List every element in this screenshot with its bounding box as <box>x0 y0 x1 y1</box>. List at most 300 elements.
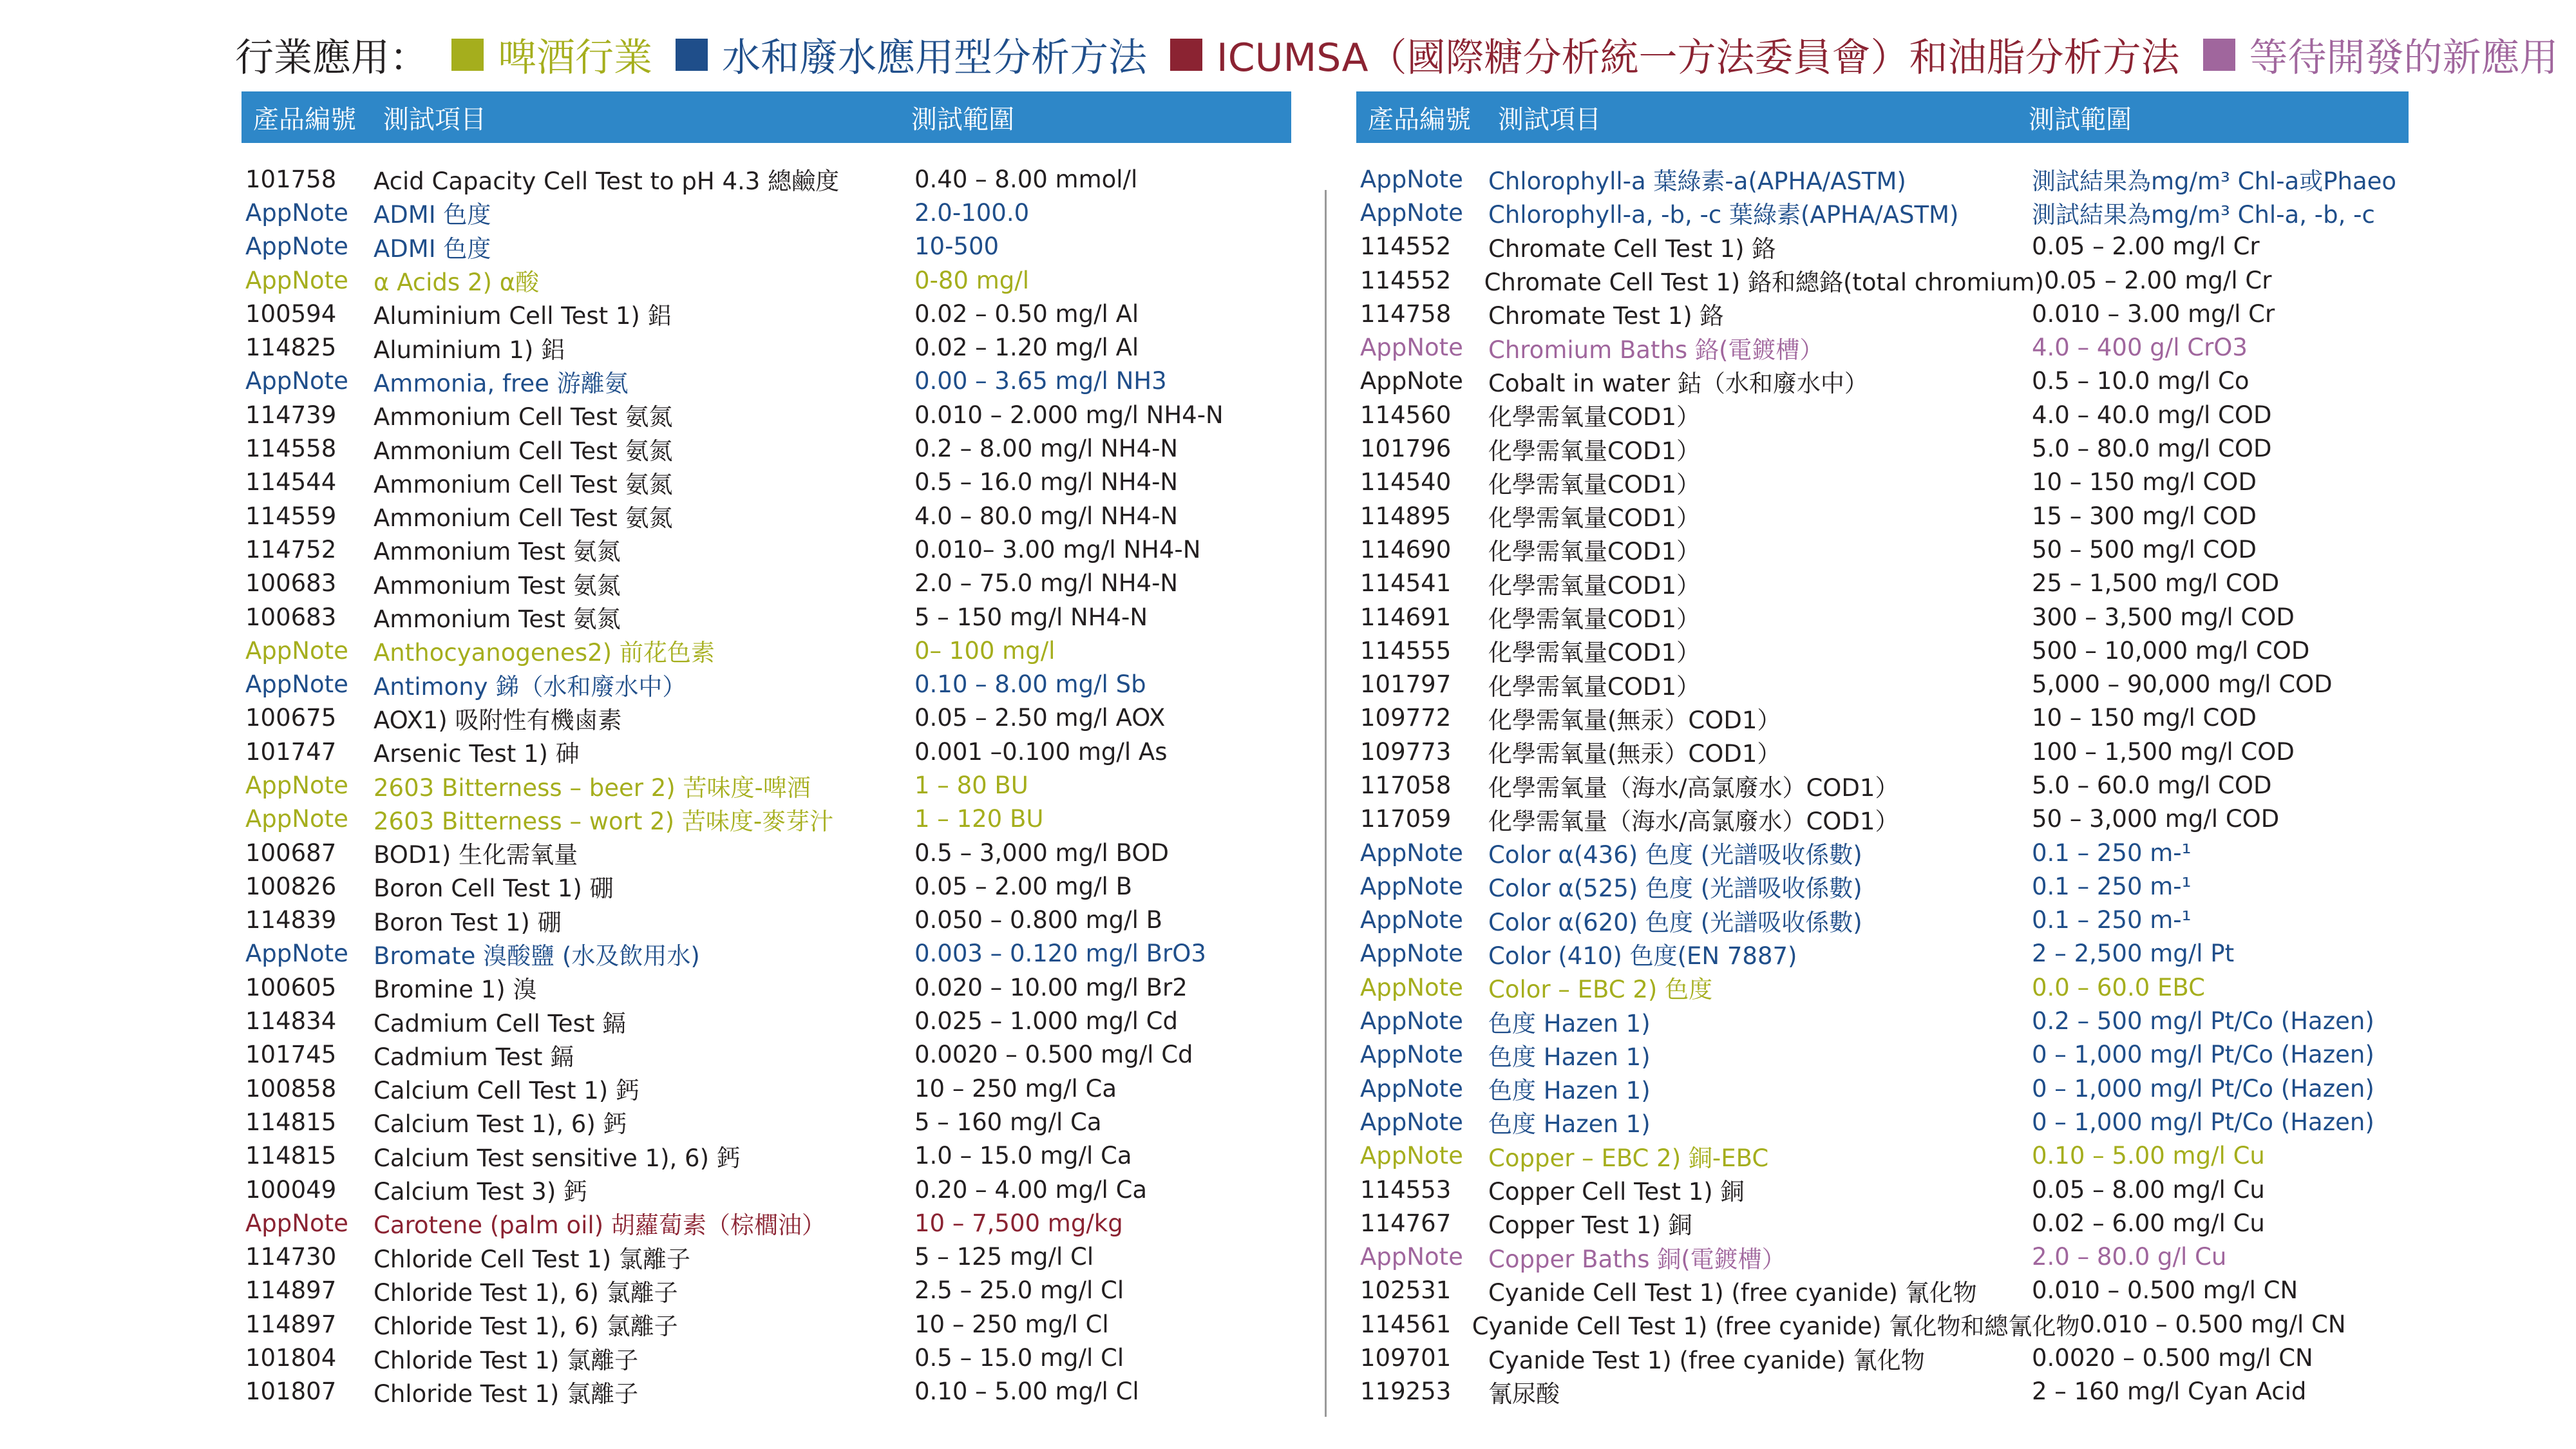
test-item: Chromium Baths 鉻(電鍍槽） <box>1488 336 1824 364</box>
table-row <box>242 533 1291 566</box>
test-range: 500 – 10,000 mg/l COD <box>2032 636 2310 665</box>
test-range: 0.050 – 0.800 mg/l B <box>914 906 1163 934</box>
test-range: 0.020 – 10.00 mg/l Br2 <box>914 973 1188 1001</box>
table-row <box>1356 667 2409 701</box>
test-range: 0.010 – 0.500 mg/l CN <box>2079 1310 2346 1338</box>
table-row <box>1356 735 2409 768</box>
table-row <box>242 1038 1291 1072</box>
test-range: 0 – 1,000 mg/l Pt/Co (Hazen) <box>2032 1074 2374 1103</box>
test-item: 化學需氧量COD1） <box>1488 403 1700 431</box>
product-code: AppNote <box>1360 367 1463 395</box>
test-range: 0.0020 – 0.500 mg/l CN <box>2032 1344 2313 1372</box>
table-row <box>1356 230 2409 263</box>
test-range: 0.0020 – 0.500 mg/l Cd <box>914 1041 1193 1069</box>
table-row <box>1356 196 2409 229</box>
test-item: Cyanide Cell Test 1) (free cyanide) 氰化物和總氰化物 <box>1472 1312 2080 1341</box>
test-range: 0.010 – 0.500 mg/l CN <box>2032 1276 2298 1305</box>
test-range: 5,000 – 90,000 mg/l COD <box>2032 670 2333 699</box>
test-range: 0.10 – 5.00 mg/l Cl <box>914 1378 1139 1406</box>
product-code: AppNote <box>1360 334 1463 362</box>
test-item: 化學需氧量(無汞）COD1） <box>1488 740 1781 768</box>
table-row <box>1356 162 2409 196</box>
product-code: 114767 <box>1360 1209 1452 1237</box>
test-range: 2.0 – 75.0 mg/l NH4-N <box>914 569 1179 598</box>
product-code: AppNote <box>1360 1243 1463 1271</box>
test-item: 化學需氧量COD1） <box>1488 437 1700 465</box>
test-item: Copper Baths 銅(電鍍槽） <box>1488 1245 1786 1273</box>
test-item: Chloride Test 1), 6) 氯離子 <box>374 1312 678 1341</box>
test-range: 0.010– 3.00 mg/l NH4-N <box>914 535 1201 564</box>
test-item: Calcium Test sensitive 1), 6) 鈣 <box>374 1144 741 1172</box>
header-range: 測試範圍 <box>911 104 1014 135</box>
test-item: Chloride Test 1) 氯離子 <box>374 1346 639 1374</box>
product-code: AppNote <box>1360 1041 1463 1069</box>
legend-swatch-water <box>676 39 708 71</box>
test-range: 0.5 – 3,000 mg/l BOD <box>914 838 1169 867</box>
test-item: Color α(620) 色度 (光譜吸收係數) <box>1488 908 1862 936</box>
test-item: Chloride Cell Test 1) 氯離子 <box>374 1245 690 1273</box>
table-row <box>242 1240 1291 1274</box>
product-code: 101745 <box>245 1041 337 1069</box>
right-table-rows <box>1356 162 2409 1408</box>
product-code: 100858 <box>245 1074 337 1103</box>
product-code: 100605 <box>245 973 337 1001</box>
product-code: 101807 <box>245 1378 337 1406</box>
test-range: 0.003 – 0.120 mg/l BrO3 <box>914 940 1206 968</box>
test-range: 0.025 – 1.000 mg/l Cd <box>914 1007 1178 1036</box>
table-row <box>1356 567 2409 600</box>
test-range: 0-80 mg/l <box>914 266 1030 294</box>
product-code: AppNote <box>1360 1108 1463 1136</box>
table-row <box>242 230 1291 263</box>
product-code: 109772 <box>1360 704 1452 732</box>
test-range: 2.0-100.0 <box>914 198 1030 227</box>
table-row <box>1356 1274 2409 1307</box>
test-item: Antimony 銻（水和廢水中） <box>374 672 687 701</box>
test-item: Cadmium Test 鎘 <box>374 1043 574 1071</box>
test-range: 0.1 – 250 m-¹ <box>2032 906 2192 934</box>
legend-label-water: 水和廢水應用型分析方法 <box>722 35 1147 80</box>
product-code: AppNote <box>245 232 348 261</box>
test-item: Chlorophyll-a, -b, -c 葉綠素(APHA/ASTM) <box>1488 201 1959 229</box>
product-code: 114561 <box>1360 1310 1452 1338</box>
test-item: Cadmium Cell Test 鎘 <box>374 1009 627 1037</box>
test-range: 0.40 – 8.00 mmol/l <box>914 165 1138 193</box>
table-row <box>242 330 1291 364</box>
test-range: 0.1 – 250 m-¹ <box>2032 872 2192 900</box>
test-item: 化學需氧量COD1） <box>1488 504 1700 533</box>
table-row <box>242 1206 1291 1240</box>
table-row <box>1356 836 2409 869</box>
test-range: 0.5 – 10.0 mg/l Co <box>2032 367 2249 395</box>
test-range: 0.001 –0.100 mg/l As <box>914 737 1168 766</box>
test-item: Color – EBC 2) 色度 <box>1488 976 1713 1004</box>
header-range: 測試範圍 <box>2029 104 2132 135</box>
test-range: 4.0 – 80.0 mg/l NH4-N <box>914 502 1179 530</box>
table-row <box>242 1004 1291 1037</box>
table-row <box>1356 263 2409 297</box>
test-item: 化學需氧量COD1） <box>1488 470 1700 498</box>
test-item: Chromate Cell Test 1) 鉻和總鉻(total chromium) <box>1484 269 2044 297</box>
test-item: Copper Test 1) 銅 <box>1488 1211 1692 1240</box>
table-row <box>242 365 1291 398</box>
test-item: Calcium Test 3) 鈣 <box>374 1178 588 1206</box>
product-code: 114752 <box>245 535 337 564</box>
test-item: Ammonium Cell Test 氨氮 <box>374 403 673 431</box>
test-range: 0.05 – 2.00 mg/l B <box>914 872 1132 900</box>
right-table <box>1356 91 2409 1408</box>
test-range: 100 – 1,500 mg/l COD <box>2032 737 2295 766</box>
test-item: Boron Test 1) 硼 <box>374 908 562 936</box>
product-code: AppNote <box>1360 940 1463 968</box>
test-range: 4.0 – 400 g/l CrO3 <box>2032 334 2248 362</box>
table-row <box>1356 1375 2409 1408</box>
product-code: AppNote <box>1360 872 1463 900</box>
test-range: 0.10 – 8.00 mg/l Sb <box>914 670 1146 699</box>
test-range: 25 – 1,500 mg/l COD <box>2032 569 2280 598</box>
table-row <box>1356 701 2409 735</box>
table-row <box>1356 768 2409 802</box>
product-code: AppNote <box>1360 1007 1463 1036</box>
test-item: Ammonium Cell Test 氨氮 <box>374 504 673 533</box>
product-code: AppNote <box>245 670 348 699</box>
left-table-rows <box>242 162 1291 1408</box>
test-item: 2603 Bitterness – beer 2) 苦味度-啤酒 <box>374 773 811 802</box>
product-code: 114555 <box>1360 636 1452 665</box>
table-row <box>242 768 1291 802</box>
test-item: Chloride Test 1), 6) 氯離子 <box>374 1278 678 1307</box>
test-range: 50 – 3,000 mg/l COD <box>2032 805 2280 833</box>
test-range: 4.0 – 40.0 mg/l COD <box>2032 401 2272 429</box>
product-code: 102531 <box>1360 1276 1452 1305</box>
product-code: 101796 <box>1360 435 1452 463</box>
test-item: 色度 Hazen 1) <box>1488 1077 1651 1105</box>
test-item: 氰尿酸 <box>1488 1379 1560 1408</box>
test-range: 測試結果為mg/m³ Chl-a, -b, -c <box>2032 201 2375 229</box>
product-code: 100687 <box>245 838 337 867</box>
test-item: 化學需氧量COD1） <box>1488 605 1700 634</box>
test-item: Cyanide Cell Test 1) (free cyanide) 氰化物 <box>1488 1278 1977 1307</box>
test-item: Cyanide Test 1) (free cyanide) 氰化物 <box>1488 1346 1925 1374</box>
product-code: 101747 <box>245 737 337 766</box>
header-item: 測試項目 <box>383 104 486 135</box>
test-range: 0.05 – 8.00 mg/l Cu <box>2032 1175 2265 1204</box>
test-item: 化學需氧量(無汞）COD1） <box>1488 706 1781 734</box>
product-code: AppNote <box>245 805 348 833</box>
test-item: Chloride Test 1) 氯離子 <box>374 1379 639 1408</box>
product-code: 114553 <box>1360 1175 1452 1204</box>
table-row <box>242 634 1291 667</box>
test-range: 2.5 – 25.0 mg/l Cl <box>914 1276 1124 1305</box>
legend-title: 行業應用： <box>235 35 428 80</box>
table-row <box>242 836 1291 869</box>
test-item: Ammonium Test 氨氮 <box>374 571 621 600</box>
table-row <box>1356 1105 2409 1139</box>
test-item: 色度 Hazen 1) <box>1488 1110 1651 1139</box>
test-item: ADMI 色度 <box>374 201 491 229</box>
test-range: 10 – 7,500 mg/kg <box>914 1209 1123 1237</box>
table-row <box>242 667 1291 701</box>
test-range: 0.10 – 5.00 mg/l Cu <box>2032 1142 2265 1170</box>
test-item: 化學需氧量COD1） <box>1488 639 1700 667</box>
legend-label-icumsa: ICUMSA（國際糖分析統一方法委員會）和油脂分析方法 <box>1217 35 2180 80</box>
table-row <box>242 701 1291 735</box>
test-range: 15 – 300 mg/l COD <box>2032 502 2257 530</box>
test-range: 2 – 2,500 mg/l Pt <box>2032 940 2235 968</box>
product-code: 114895 <box>1360 502 1452 530</box>
product-code: 114540 <box>1360 468 1452 497</box>
product-code: 114559 <box>245 502 337 530</box>
product-code: 101804 <box>245 1344 337 1372</box>
product-code: 114690 <box>1360 535 1452 564</box>
test-item: Chromate Test 1) 鉻 <box>1488 302 1724 330</box>
product-code: 100594 <box>245 299 337 328</box>
product-code: 114691 <box>1360 603 1452 631</box>
test-item: Acid Capacity Cell Test to pH 4.3 總鹼度 <box>374 167 840 196</box>
product-code: 100683 <box>245 569 337 598</box>
product-code: 114558 <box>245 435 337 463</box>
test-item: 化學需氧量COD1） <box>1488 538 1700 566</box>
product-code: AppNote <box>1360 198 1463 227</box>
test-range: 0 – 1,000 mg/l Pt/Co (Hazen) <box>2032 1108 2374 1136</box>
test-range: 10-500 <box>914 232 999 261</box>
table-row <box>1356 1341 2409 1374</box>
table-row <box>242 1341 1291 1374</box>
table-row <box>242 196 1291 229</box>
table-row <box>1356 904 2409 937</box>
table-row <box>1356 1307 2409 1341</box>
test-item: Bromate 溴酸鹽 (水及飲用水) <box>374 942 700 970</box>
test-item: AOX1) 吸附性有機鹵素 <box>374 706 622 734</box>
test-range: 1.0 – 15.0 mg/l Ca <box>914 1142 1132 1170</box>
table-row <box>1356 1173 2409 1206</box>
test-item: 化學需氧量COD1） <box>1488 571 1700 600</box>
product-code: 100826 <box>245 872 337 900</box>
test-item: Arsenic Test 1) 砷 <box>374 740 580 768</box>
test-range: 50 – 500 mg/l COD <box>2032 535 2257 564</box>
test-range: 1 – 80 BU <box>914 771 1028 799</box>
test-range: 0.5 – 16.0 mg/l NH4-N <box>914 468 1179 497</box>
test-range: 0.20 – 4.00 mg/l Ca <box>914 1175 1148 1204</box>
product-code: 114560 <box>1360 401 1452 429</box>
product-code: AppNote <box>245 940 348 968</box>
table-row <box>242 1072 1291 1105</box>
product-code: 114552 <box>1360 232 1452 261</box>
product-code: 114552 <box>1360 266 1452 294</box>
test-range: 10 – 250 mg/l Cl <box>914 1310 1109 1338</box>
table-row <box>242 971 1291 1004</box>
test-item: 化學需氧量（海水/高氯廢水）COD1） <box>1488 807 1899 835</box>
test-item: 2603 Bitterness – wort 2) 苦味度-麥芽汁 <box>374 807 834 835</box>
table-row <box>242 1375 1291 1408</box>
test-range: 0.2 – 8.00 mg/l NH4-N <box>914 435 1179 463</box>
header-item: 測試項目 <box>1498 104 1601 135</box>
test-range: 10 – 250 mg/l Ca <box>914 1074 1117 1103</box>
product-code: 114839 <box>245 906 337 934</box>
table-row <box>1356 600 2409 634</box>
product-code: 109701 <box>1360 1344 1452 1372</box>
test-item: 化學需氧量（海水/高氯廢水）COD1） <box>1488 773 1899 802</box>
header-code: 產品編號 <box>1368 104 1471 135</box>
test-range: 1 – 120 BU <box>914 805 1044 833</box>
table-row <box>242 1105 1291 1139</box>
product-code: 114815 <box>245 1142 337 1170</box>
test-item: Calcium Cell Test 1) 鈣 <box>374 1077 639 1105</box>
table-row <box>242 1139 1291 1173</box>
table-row <box>242 162 1291 196</box>
table-row <box>242 1173 1291 1206</box>
product-code: 100683 <box>245 603 337 631</box>
test-item: 色度 Hazen 1) <box>1488 1043 1651 1071</box>
legend-swatch-new <box>2203 39 2235 71</box>
test-item: Anthocyanogenes2) 前花色素 <box>374 639 715 667</box>
table-row <box>1356 499 2409 533</box>
product-code: 117058 <box>1360 771 1452 799</box>
test-item: Aluminium Cell Test 1) 鋁 <box>374 302 672 330</box>
table-row <box>242 398 1291 431</box>
category-legend <box>235 26 2566 84</box>
test-range: 5.0 – 80.0 mg/l COD <box>2032 435 2272 463</box>
test-range: 5 – 125 mg/l Cl <box>914 1243 1094 1271</box>
test-range: 0.02 – 0.50 mg/l Al <box>914 299 1139 328</box>
test-range: 0.1 – 250 m-¹ <box>2032 838 2192 867</box>
test-range: 5 – 160 mg/l Ca <box>914 1108 1102 1136</box>
product-code: AppNote <box>1360 1074 1463 1103</box>
left-table <box>242 91 1291 1408</box>
test-item: Ammonium Test 氨氮 <box>374 605 621 634</box>
test-item: Color α(436) 色度 (光譜吸收係數) <box>1488 841 1862 869</box>
test-range: 0.02 – 6.00 mg/l Cu <box>2032 1209 2265 1237</box>
product-code: AppNote <box>1360 165 1463 193</box>
table-row <box>242 431 1291 465</box>
test-range: 0.05 – 2.50 mg/l AOX <box>914 704 1166 732</box>
test-item: Ammonium Cell Test 氨氮 <box>374 437 673 465</box>
legend-label-new: 等待開發的新應用 <box>2249 35 2559 80</box>
product-code: 114544 <box>245 468 337 497</box>
test-range: 0.010 – 3.00 mg/l Cr <box>2032 299 2275 328</box>
test-range: 0.2 – 500 mg/l Pt/Co (Hazen) <box>2032 1007 2374 1036</box>
table-row <box>1356 431 2409 465</box>
table-row <box>242 937 1291 971</box>
product-code: 114739 <box>245 401 337 429</box>
product-code: 114758 <box>1360 299 1452 328</box>
test-range: 10 – 150 mg/l COD <box>2032 704 2257 732</box>
test-item: Copper Cell Test 1) 銅 <box>1488 1178 1745 1206</box>
test-range: 300 – 3,500 mg/l COD <box>2032 603 2295 631</box>
test-item: Aluminium 1) 鋁 <box>374 336 565 364</box>
test-range: 0– 100 mg/l <box>914 636 1056 665</box>
test-range: 10 – 150 mg/l COD <box>2032 468 2257 497</box>
product-code: AppNote <box>1360 838 1463 867</box>
table-header <box>242 91 1291 143</box>
test-range: 5.0 – 60.0 mg/l COD <box>2032 771 2272 799</box>
table-row <box>1356 1240 2409 1274</box>
product-code: 109773 <box>1360 737 1452 766</box>
table-row <box>242 297 1291 330</box>
table-row <box>1356 1004 2409 1037</box>
test-item: 色度 Hazen 1) <box>1488 1009 1651 1037</box>
test-item: Ammonium Test 氨氮 <box>374 538 621 566</box>
test-range: 0.0 – 60.0 EBC <box>2032 973 2205 1001</box>
test-range: 0 – 1,000 mg/l Pt/Co (Hazen) <box>2032 1041 2374 1069</box>
table-row <box>242 567 1291 600</box>
test-item: 化學需氧量COD1） <box>1488 672 1700 701</box>
test-range: 0.05 – 2.00 mg/l Cr <box>2032 232 2260 261</box>
test-item: Ammonia, free 游離氨 <box>374 369 629 397</box>
product-code: 119253 <box>1360 1378 1452 1406</box>
table-row <box>242 263 1291 297</box>
test-range: 測試結果為mg/m³ Chl-a或Phaeo <box>2032 167 2397 196</box>
product-code: 114730 <box>245 1243 337 1271</box>
product-code: AppNote <box>245 1209 348 1237</box>
table-row <box>1356 802 2409 836</box>
legend-label-beer: 啤酒行業 <box>498 35 652 80</box>
table-row <box>242 600 1291 634</box>
table-row <box>242 802 1291 836</box>
test-range: 2 – 160 mg/l Cyan Acid <box>2032 1378 2307 1406</box>
table-row <box>1356 330 2409 364</box>
legend-swatch-beer <box>451 39 484 71</box>
table-row <box>242 735 1291 768</box>
test-item: Ammonium Cell Test 氨氮 <box>374 470 673 498</box>
test-item: ADMI 色度 <box>374 234 491 263</box>
test-item: Carotene (palm oil) 胡蘿蔔素（棕櫚油） <box>374 1211 826 1240</box>
table-row <box>1356 1072 2409 1105</box>
table-row <box>1356 466 2409 499</box>
table-row <box>1356 1206 2409 1240</box>
test-item: α Acids 2) α酸 <box>374 269 540 297</box>
table-row <box>242 1307 1291 1341</box>
test-item: Color (410) 色度(EN 7887) <box>1488 942 1797 970</box>
product-code: 114834 <box>245 1007 337 1036</box>
product-code: 100049 <box>245 1175 337 1204</box>
product-code: AppNote <box>245 771 348 799</box>
product-code: 114897 <box>245 1276 337 1305</box>
product-code: AppNote <box>1360 973 1463 1001</box>
table-row <box>1356 533 2409 566</box>
table-row <box>1356 971 2409 1004</box>
product-code: 114815 <box>245 1108 337 1136</box>
test-item: Cobalt in water 鈷（水和廢水中） <box>1488 369 1868 397</box>
table-row <box>1356 869 2409 903</box>
table-row <box>242 869 1291 903</box>
test-item: Boron Cell Test 1) 硼 <box>374 875 614 903</box>
test-item: Copper – EBC 2) 銅-EBC <box>1488 1144 1769 1172</box>
product-code: AppNote <box>1360 1142 1463 1170</box>
product-code: 114541 <box>1360 569 1452 598</box>
product-code: 100675 <box>245 704 337 732</box>
product-code: 117059 <box>1360 805 1452 833</box>
product-code: AppNote <box>1360 906 1463 934</box>
product-code: AppNote <box>245 367 348 395</box>
product-code: AppNote <box>245 266 348 294</box>
product-code: 101758 <box>245 165 337 193</box>
test-range: 0.05 – 2.00 mg/l Cr <box>2043 266 2272 294</box>
table-row <box>242 1274 1291 1307</box>
test-range: 5 – 150 mg/l NH4-N <box>914 603 1148 631</box>
column-divider <box>1325 190 1327 1417</box>
test-range: 0.02 – 1.20 mg/l Al <box>914 334 1139 362</box>
product-code: 114897 <box>245 1310 337 1338</box>
test-item: Chlorophyll-a 葉綠素-a(APHA/ASTM) <box>1488 167 1906 196</box>
table-row <box>1356 398 2409 431</box>
test-item: Calcium Test 1), 6) 鈣 <box>374 1110 627 1139</box>
test-range: 0.5 – 15.0 mg/l Cl <box>914 1344 1124 1372</box>
test-item: Chromate Cell Test 1) 鉻 <box>1488 234 1776 263</box>
table-row <box>1356 1139 2409 1173</box>
product-code: 114825 <box>245 334 337 362</box>
table-row <box>1356 297 2409 330</box>
